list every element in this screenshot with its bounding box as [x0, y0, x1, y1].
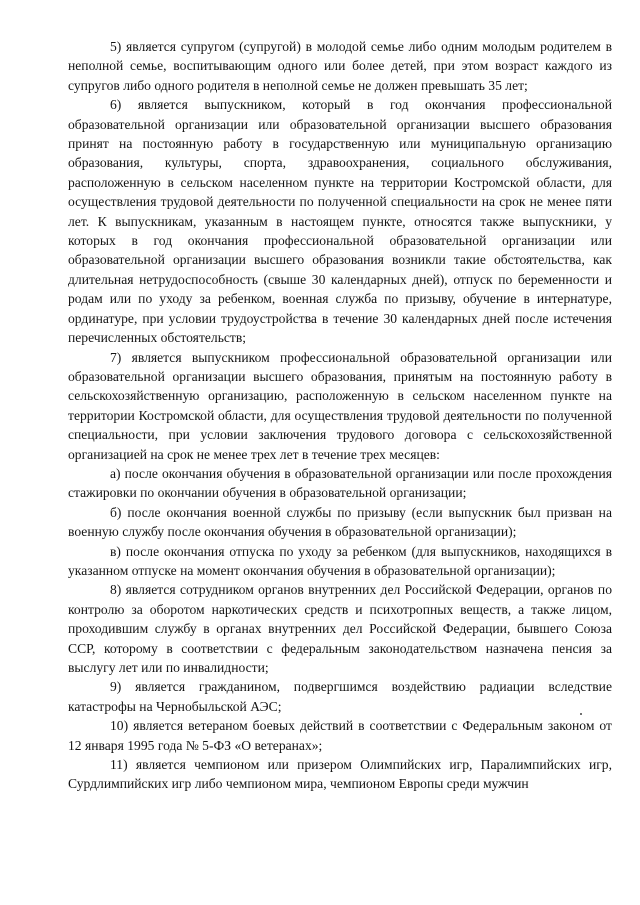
paragraph-item-9: 9) является гражданином, подвергшимся воздействию радиации вследствие катастрофы на Чернобыльской АЭС;	[68, 679, 612, 714]
scan-speck	[580, 713, 582, 715]
paragraph-subitem-b: б) после окончания военной службы по призыву (если выпускник был призван на военную службу после окончания обучения в образовательной организации);	[68, 504, 612, 540]
paragraph-item-11: 11) является чемпионом или призером Олимпийских игр, Паралимпийских игр, Сурдлимпийских игр либо чемпионом мира, чемпионом Европы среди мужчин	[68, 757, 612, 792]
paragraph-item-8: 8) является сотрудником органов внутренних дел Российской Федерации, органов по контролю за оборотом наркотических средств и психотропных веществ, а также лицом, проходившим службу в органах внутренних дел Российской Федерации, бывшего Союза ССР, которому в соответствии с федеральным законодательством назначена пенсия за выслугу лет или по инвалидности;	[68, 582, 612, 675]
paragraph-subitem-a: а) после окончания обучения в образовательной организации или после прохождения стажировки по окончании обучения в образовательной организации;	[68, 465, 612, 501]
paragraph-item-7: 7) является выпускником профессиональной образовательной организации или образовательной организации высшего образования, принятым на постоянную работу в сельскохозяйственную организацию, расположенную в сельском населенном пункте на территории Костромской области, для осуществления трудовой деятельности по полученной специальности, при условии заключения трудового договора с сельскохозяйственной организацией на срок не менее трех лет в течение трех месяцев:	[68, 349, 612, 462]
paragraph-item-10: 10) является ветераном боевых действий в соответствии с Федеральным законом от 12 января 1995 года № 5-ФЗ «О ветеранах»;	[68, 718, 612, 753]
paragraph-subitem-v: в) после окончания отпуска по уходу за ребенком (для выпускников, находящихся в указанном отпуске на момент окончания обучения в образовательной организации);	[68, 543, 612, 578]
paragraph-item-6: 6) является выпускником, который в год окончания профессиональной образовательной организации или образовательной организации высшего образования принят на постоянную работу в государственную или муниципальную организацию образования, культуры, спорта, здравоохранения, социального обслуживания, расположенную в сельском населенном пункте на территории Костромской области, для осуществления трудовой деятельности по полученной специальности на срок не менее пяти лет. К выпускникам, указанным в настоящем пункте, относятся также выпускники, у которых в год окончания профессиональной образовательной организации или образовательной организации высшего образования возникли такие обстоятельства, как длительная нетрудоспособность (свыше 30 календарных дней), отпуск по беременности и родам или по уходу за ребенком, военная служба по призыву, обучение в интернатуре, ординатуре, при условии трудоустройства в течение 30 календарных дней после истечения перечисленных обстоятельств;	[68, 97, 612, 346]
document-body	[68, 37, 612, 794]
paragraph-item-5: 5) является супругом (супругой) в молодой семье либо одним молодым родителем в неполной семье, воспитывающим одного или более детей, при этом возраст каждого из супругов либо одного родителя в неполной семье не должен превышать 35 лет;	[68, 39, 612, 93]
